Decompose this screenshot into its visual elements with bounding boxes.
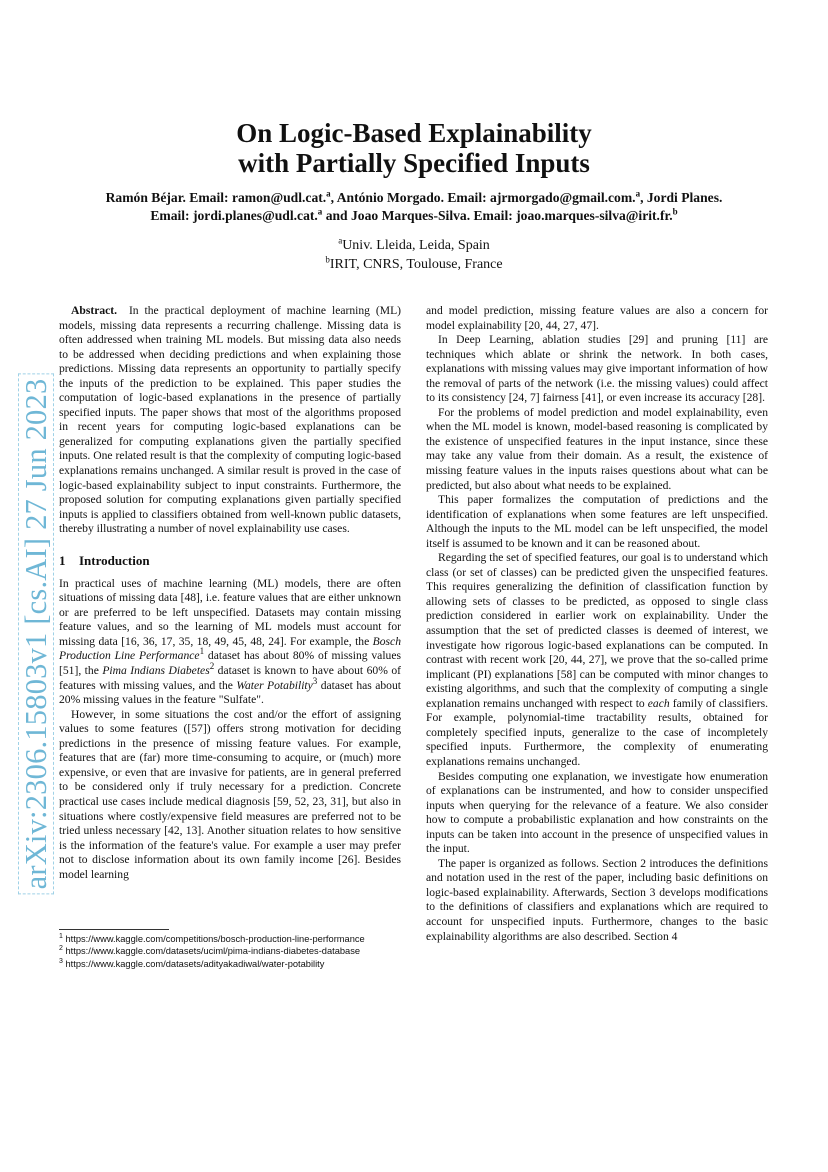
right-paragraph-1: In Deep Learning, ablation studies [29] and pruning [11] are techniques which ablate or shrink the network. In both cases, explanations with missing values may give important information of how the removal of parts of the network (i.e. the missing values) could affect to its consistency [24, 7] fairness [41], or even increase its accuracy [28]. (426, 333, 768, 405)
affiliations (200, 236, 628, 274)
right-paragraph-0: and model prediction, missing feature values are also a concern for model explainability [20, 44, 27, 47]. (426, 304, 768, 332)
affiliation-a-text: Univ. Lleida, Leida, Spain (342, 238, 490, 253)
right-paragraph-5: Besides computing one explanation, we investigate how enumeration of explanations can be instrumented, and how to consider unspecified inputs when querying for the relevance of a feature. We also consider how to compute a probabilistic explanation and how constraints on the inputs can be taken into account in the presence of unspecified values in the input. (426, 769, 768, 856)
footnote-2-num: 2 (59, 945, 63, 953)
abstract-label: Abstract. (71, 304, 118, 317)
intro-paragraph-1 (59, 577, 401, 708)
footnote-ref-3[interactable]: 3 (312, 675, 318, 686)
footnotes (59, 929, 401, 970)
arxiv-stamp[interactable] (18, 346, 54, 921)
right-paragraph-4 (426, 551, 768, 769)
dataset-bosch: Bosch Production Line Performance (59, 634, 401, 663)
intro-paragraph-2: However, in some situations the cost and/or the effort of assigning values to some features ([57]) offers strong motivation for deciding predictions in the presence of missing feature values. For example, features that are (far) more time-consuming to acquire, or (much) more expensive, or even that are invasive for patients, are in general preferred to be considered only if truly necessary for a prediction. Concrete practical use cases include medical diagnosis [59, 52, 23, 31], but also in situations where costly/expensive field measures are preferred not to be tried unless necessary [42, 13]. Another situation relates to how sensitive is the information of the feature's value. For example a user may prefer not to disclose information about its own family income [26]. Besides model learning (59, 707, 401, 881)
footnote-3-num: 3 (59, 957, 63, 965)
footnote-2-link[interactable]: https://www.kaggle.com/datasets/uciml/pima-indians-diabetes-database (65, 946, 361, 957)
section-number: 1 (59, 552, 66, 568)
section-heading-introduction (59, 553, 401, 569)
author-jordi-email: Email: jordi.planes@udl.cat. (150, 208, 318, 223)
author-joao: and Joao Marques-Silva. Email: joao.marques-silva@irit.fr. (322, 208, 673, 223)
author-antonio: , António Morgado. Email: ajrmorgado@gmail.com. (330, 190, 636, 205)
footnote-1-link[interactable]: https://www.kaggle.com/competitions/bosch-production-line-performance (65, 934, 365, 944)
affiliation-a (200, 236, 628, 255)
author-line-2 (60, 207, 768, 225)
affiliation-b-mark: b (325, 254, 330, 265)
right-p4-text-a: Regarding the set of specified features, our goal is to understand which class (or set of classes) can be predicted given the unspecified features. This requires generalizing the definition of classification function by allowing sets of classes to be predicted, as opposed to single class prediction considered in earlier work on explainability. Under the assumption that the set of predicted classes is deemed of interest, we investigate how rigorous logic-based explanations can be computed. In contrast with recent work [20, 44, 27], we prove that the so-called prime implicant (PI) explanations [58] can be computed with minor changes to existing algorithms, and such that the complexity of computing a single explanation remains unchanged with respect to (426, 551, 768, 710)
footnote-1-num: 1 (59, 932, 63, 940)
author-list (60, 189, 768, 225)
dataset-water: Water Potability (236, 678, 313, 692)
right-p4-text-b: family of classifiers. For example, polynomial-time tractability results, obtained for completely specified inputs, generalize to the case of incompletely specified inputs. Furthermore, the complexity of enumerating explanations remains unchanged. (426, 696, 769, 768)
right-paragraph-2: For the problems of model prediction and model explainability, even when the ML model is known, model-based reasoning is complicated by the existence of unspecified features in the input instance, since these may take any value from their domain. As a result, the existence of missing feature values in the inputs raises questions about what can be predicted, but also about what needs to be explained. (426, 405, 768, 492)
arxiv-stamp-text: arXiv:2306.15803v1 [cs.AI] 27 Jun 2023 (18, 373, 54, 894)
intro-p1-text-c: dataset is known to have about 60% of features with missing values, and the (59, 664, 401, 692)
right-paragraph-3: This paper formalizes the computation of predictions and the identification of explanations when some features are left unspecified. Although the inputs to the ML model can be left unspecified, the model itself is assumed to be known and it can be reasoned about. (426, 493, 768, 550)
footnote-ref-2[interactable]: 2 (209, 661, 215, 672)
affiliation-b (200, 255, 628, 274)
intro-p1-text-b: dataset has about 80% of missing values [51], the (59, 649, 401, 678)
affiliation-a-mark: a (338, 235, 343, 246)
author-jordi: , Jordi Planes. (640, 190, 723, 205)
footnote-ref-1[interactable]: 1 (199, 646, 205, 657)
right-paragraph-6: The paper is organized as follows. Section 2 introduces the definitions and notation used in the rest of the paper, including basic definitions on logic-based explainability. Afterwards, Section 3 develops modifications to the definitions of classifiers and explanations which are required to account for unspecified inputs. Furthermore, changes to the basic explainability algorithms are also described. Section 4 (426, 856, 768, 943)
paper-title (100, 118, 728, 178)
author-antonio-affil: a (635, 188, 641, 199)
footnote-rule (59, 929, 169, 930)
right-p4-emphasis: each (647, 696, 670, 710)
abstract-text: In the practical deployment of machine learning (ML) models, missing data represents a recurring challenge. Missing data is often addressed when training ML models. But missing data also needs to be addressed when deciding predictions and when explaining those predictions. Missing data represents an opportunity to partially specify the inputs of the prediction to be explained. This paper studies the computation of logic-based explanations in the presence of partially specified inputs. The paper shows that most of the algorithms proposed in recent years for computing logic-based explanations can be generalized for computing explanations given the partially specified inputs. One related result is that the complexity of computing logic-based explanations remains unchanged. A similar result is proved in the case of logic-based explainability subject to input constraints. Furthermore, the proposed solution for computing explanations given partially specified inputs is applied to classifiers obtained from well-known public datasets, thereby illustrating a number of novel explainability use cases. (59, 304, 402, 536)
footnote-3 (59, 958, 401, 970)
left-column (59, 304, 401, 882)
dataset-pima: Pima Indians Diabetes (102, 664, 210, 678)
title-line-1: On Logic-Based Explainability (236, 118, 592, 148)
title-line-2: with Partially Specified Inputs (238, 148, 590, 178)
intro-p1-text-a: In practical uses of machine learning (ML) models, there are often situations of missing data [48], i.e. feature values that are either unknown or are preferred to be left unspecified. Datasets may contain missing feature values, and so the learning of ML models must account for missing data [16, 36, 17, 35, 18, 49, 45, 48, 24]. For example, the (59, 576, 401, 648)
author-ramon: Ramón Béjar. Email: ramon@udl.cat. (105, 190, 327, 205)
right-column (426, 304, 768, 944)
author-jordi-affil: a (317, 206, 323, 217)
footnote-3-link[interactable]: https://www.kaggle.com/datasets/adityakadiwal/water-potability (65, 958, 325, 969)
footnote-2 (59, 945, 401, 957)
intro-p1-text-d: dataset has about 20% missing values in the feature "Sulfate". (59, 678, 401, 707)
author-line-1 (60, 189, 768, 207)
affiliation-b-text: IRIT, CNRS, Toulouse, France (329, 257, 503, 272)
author-ramon-affil: a (326, 188, 331, 199)
abstract (59, 304, 401, 537)
footnote-1 (59, 933, 401, 945)
section-title: Introduction (79, 552, 150, 568)
author-joao-affil: b (672, 206, 678, 217)
